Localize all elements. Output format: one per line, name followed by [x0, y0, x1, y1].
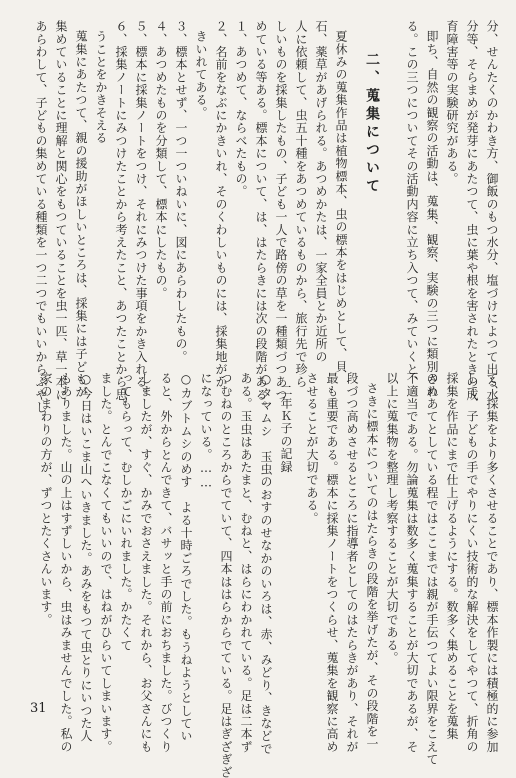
text-column: つむねのところからでていて、四本ははらからでている。足はぎざぎざ	[219, 372, 233, 778]
text-column: になっている。……	[199, 372, 213, 491]
text-column: ると、外からとんできて、バサッと手の前におちました。びつくり	[159, 372, 173, 753]
text-column: きいれてある。	[194, 30, 208, 119]
text-column: さきに標本についてのはたらきの段階を挙げたが、その段階を一	[365, 382, 379, 751]
text-column: ○タマムシ 玉虫のおすのせなかのいろは、赤、みどり、きなどで	[259, 372, 273, 755]
text-column: 二年Ｋ子の記録	[279, 384, 293, 473]
text-column: して、子どもの手でやりにくい技術的な解決をしてやつて、折角の	[465, 372, 479, 753]
text-column: ってもらって、むしかごにいれました。かたくて	[119, 372, 133, 652]
text-column: 分、せんたくのかわき方、御飯のもつ水分、塩づけによつて出る水	[485, 20, 499, 401]
text-column: ３、標本とせず、一つ一ついねいに、図にあらわしたもの。	[174, 20, 188, 363]
text-column: 石、薬草があげられる。あつめかたは、一家全員とか近所の	[314, 20, 328, 363]
text-column: ４、あつめたものを分類して、標本にしたもの。	[154, 20, 168, 300]
text-column: 家のまわりの方が、ずつとたくさんいます。	[39, 372, 53, 626]
text-column: ました。とんでこなくてもいいので、はねがひらいてしまいます。	[99, 372, 113, 753]
text-column: 採集を作品にまで仕上げるようにする。数多く集めることを蒐集	[445, 372, 459, 741]
text-column: ○今日はいこま山へいきました。あみをもつて虫とりにいつた人	[79, 372, 93, 743]
text-column: １、あつめて、ならべたもの。	[234, 20, 248, 198]
text-column: 以上に蒐集物を整理し考察することが大切である。	[385, 372, 399, 665]
text-column: 育障害等の実験研究がある。	[445, 20, 459, 186]
text-column: ある。玉虫はあたまと、むねと、はらにわかれている。足は二本ず	[239, 372, 253, 753]
text-column: ５、標本に採集ノートをつけ、それにみつけた事項をかき入れる。	[134, 20, 148, 401]
text-column: 最も重要である。標本に採集ノートをつくらせ、蒐集を観察に高め	[325, 372, 339, 753]
text-column: のめあてとしている程ではここまでは親が手伝つてよい限界をこえて	[425, 372, 439, 766]
text-column: ○カブトムシのめす よる十時ごろでした。もうねようとしてい	[179, 372, 193, 743]
text-column: 段づつ高めさせるところに指導者としてのはたらきがあり、それが	[345, 372, 359, 753]
text-column: 不適当である。勿論蒐集は数多く蒐集することが大切であるが、そ	[405, 372, 419, 753]
text-column: あらわして、子どもの集めている種類を一つ二つでもいいからふやし	[34, 20, 48, 414]
text-column: うことをかきそえる	[94, 30, 108, 145]
text-column: めている等ある。標本について、は、はたらきには次の段階がある。	[254, 20, 268, 414]
text-column: て、採集をより多くさせることであり、標本作製には積極的に参加	[485, 372, 499, 753]
text-column: る。この三つについてその活動内容に立ち入つて、みていくと、	[405, 20, 419, 389]
text-column: 人に依頼して、虫五十種をあつめているものから、旅行先で珍ら	[294, 20, 308, 389]
text-column: もありました。山の上はすずしいから、虫はみませんでした。私の	[59, 372, 73, 753]
text-column: させることが大切である。	[305, 372, 319, 525]
text-column: 蒐集にあたつて、親の援助がほしいところは、採集には子どもが	[74, 30, 88, 399]
section-heading: 二、蒐集について	[364, 52, 380, 196]
text-column: ２、名前をなぶにかきいれ、そのくわしいものには、採集地がか	[214, 20, 228, 389]
text-column: 夏休みの蒐集作品は植物標本、虫の標本をはじめとして、貝	[334, 30, 348, 373]
text-column: 分等、そらまめが発芽にあたつて、虫に葉や根を害されたときの成	[465, 20, 479, 401]
text-column: ６、採集ノートにみつけたことから考えたこと、あつたことから思	[114, 20, 128, 401]
text-column: しいものを採集したもの、子ども一人で路傍の草を一種類づつあつ	[274, 20, 288, 401]
text-column: 即ち、自然の観察の活動は、蒐集、観察、実験の三つに類別され	[425, 30, 439, 399]
page-number: 31	[30, 701, 47, 716]
text-column: しましたが、すぐ、かみでおさえました。それから、お父さんにも	[139, 372, 153, 753]
text-column: 集めていることに理解と関心をもつていることを虫一匹、草一本に	[54, 20, 68, 401]
